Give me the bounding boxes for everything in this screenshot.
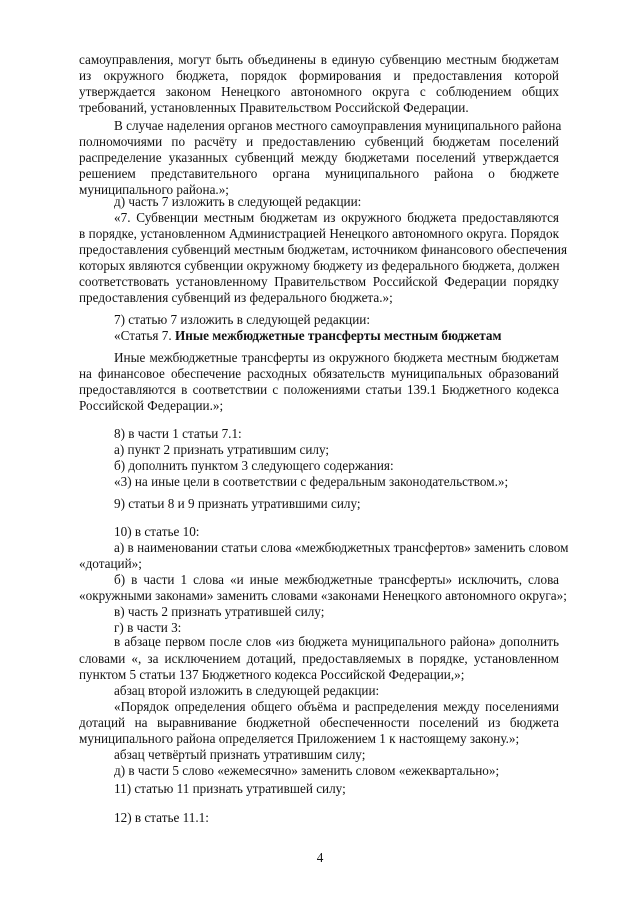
text-line: утверждается законом Ненецкого автономного округа с соблюдением общих <box>79 84 559 99</box>
text-line: муниципального района.»; <box>79 182 229 197</box>
text-line: Иные межбюджетные трансферты из окружного бюджета местным бюджетам <box>114 350 559 365</box>
text-line: а) в наименовании статьи слова «межбюджетных трансфертов» заменить словом <box>114 540 569 555</box>
article-prefix: «Статья 7. <box>114 328 175 343</box>
text-line: самоуправления, могут быть объединены в единую субвенцию местным бюджетам <box>79 52 559 67</box>
text-line: 8) в части 1 статьи 7.1: <box>114 426 242 441</box>
text-line: в порядке, установленном Администрацией Ненецкого автономного округа. Порядок <box>79 226 559 241</box>
text-line: дотаций на выравнивание бюджетной обеспеченности поселений из бюджета <box>79 715 559 730</box>
text-line: в) часть 2 признать утратившей силу; <box>114 604 325 619</box>
text-line: 12) в статье 11.1: <box>114 810 209 825</box>
text-line: «7. Субвенции местным бюджетам из окружного бюджета предоставляются <box>114 210 559 225</box>
text-line: д) часть 7 изложить в следующей редакции: <box>114 194 362 209</box>
text-line: а) пункт 2 признать утратившим силу; <box>114 442 330 457</box>
page-number: 4 <box>316 850 324 865</box>
text-line: «Порядок определения общего объёма и распределения между поселениями <box>114 699 559 714</box>
text-line: Российской Федерации.»; <box>79 398 224 413</box>
text-line: б) в части 1 слова «и иные межбюджетные трансферты» исключить, слова <box>114 572 559 587</box>
text-line: решением представительного органа муниципального района о бюджете <box>79 166 559 181</box>
text-line: абзац четвёртый признать утратившим силу; <box>114 747 366 762</box>
text-line: в абзаце первом после слов «из бюджета муниципального района» дополнить <box>114 634 559 649</box>
text-line: б) дополнить пунктом 3 следующего содержания: <box>114 458 394 473</box>
text-line: 9) статьи 8 и 9 признать утратившими силу; <box>114 496 361 511</box>
text-line: г) в части 3: <box>114 620 182 635</box>
text-line: «окружными законами» заменить словами «законами Ненецкого автономного округа»; <box>79 588 567 603</box>
text-line: «3) на иные цели в соответствии с федеральным законодательством.»; <box>114 474 509 489</box>
text-line: распределение указанных субвенций между бюджетами поселений утверждается <box>79 150 559 165</box>
text-line: полномочиями по расчёту и предоставлению субвенций бюджетам поселений <box>79 134 559 149</box>
article-heading <box>114 328 501 344</box>
text-line: соответствовать установленному Правительством Российской Федерации порядку <box>79 274 559 289</box>
text-line: которых являются субвенции окружному бюджету из федерального бюджета, должен <box>79 258 560 273</box>
article-title: Иные межбюджетные трансферты местным бюджетам <box>174 328 502 343</box>
text-line: 10) в статье 10: <box>114 524 200 539</box>
text-line: требований, установленных Правительством Российской Федерации. <box>79 100 469 115</box>
text-line: предоставляются в соответствии с положениями статьи 139.1 Бюджетного кодекса <box>79 382 559 397</box>
text-line: предоставления субвенций местным бюджетам, источником финансового обеспечения <box>79 242 568 257</box>
text-line: д) в части 5 слово «ежемесячно» заменить словом «ежеквартально»; <box>114 763 500 778</box>
text-line: из окружного бюджета, порядок формирования и предоставления которой <box>79 68 559 83</box>
text-line: предоставления субвенций из федерального бюджета.»; <box>79 290 393 305</box>
text-line: словами «, за исключением дотаций, предоставляемых в порядке, установленном <box>79 651 559 666</box>
text-line: на финансовое обеспечение расходных обязательств муниципальных образований <box>79 366 559 381</box>
text-line: абзац второй изложить в следующей редакции: <box>114 683 380 698</box>
text-line: В случае наделения органов местного самоуправления муниципального района <box>114 118 562 133</box>
text-line: «дотаций»; <box>79 556 142 571</box>
text-line: 11) статью 11 признать утратившей силу; <box>114 781 346 796</box>
text-line: 7) статью 7 изложить в следующей редакции: <box>114 312 370 327</box>
text-line: муниципального района определяется Приложением 1 к настоящему закону.»; <box>79 731 520 746</box>
text-line: пунктом 5 статьи 137 Бюджетного кодекса Российской Федерации,»; <box>79 667 465 682</box>
